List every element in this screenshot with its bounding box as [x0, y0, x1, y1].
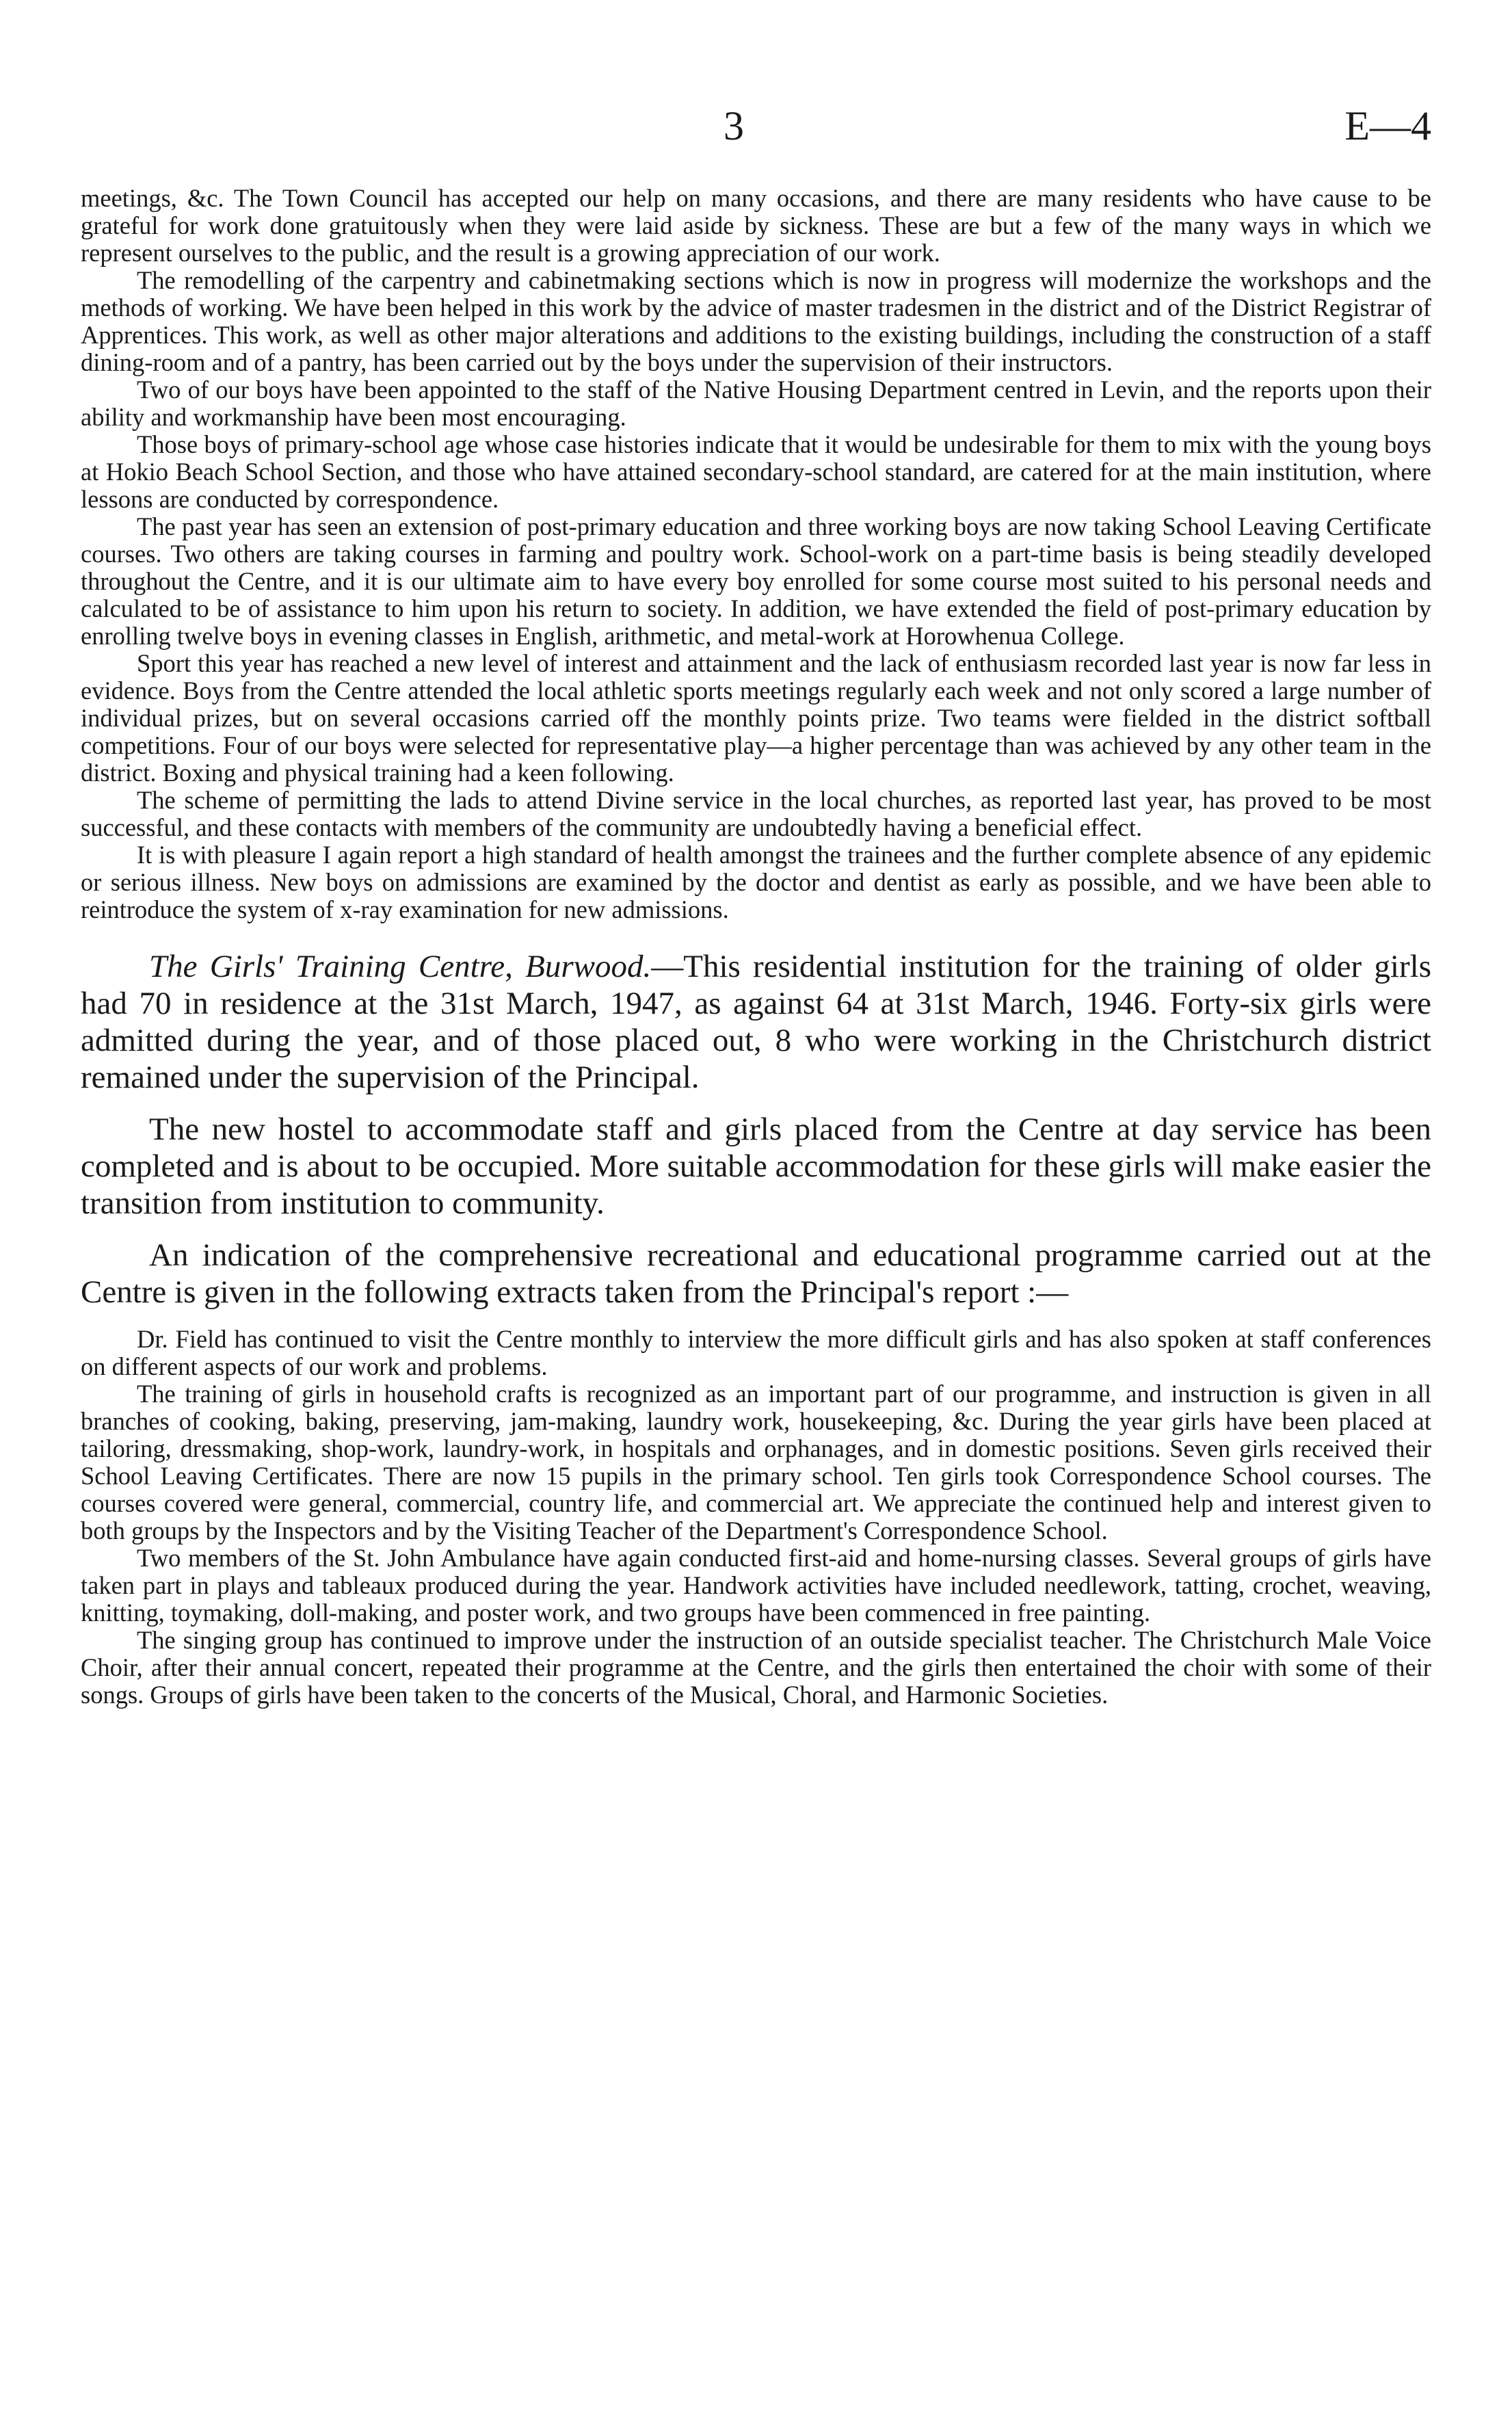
- section-intro-paragraph: [81, 948, 1431, 1096]
- section-intro-text: —This residential institution for the training of older girls had 70 in residence at the 31st March, 1947, as against 64 at 31st March, 1946. Forty-six girls were admitted during the year, and of those placed out, 8 who were working in the Christchurch district remained under the supervision of the Principal.: [81, 949, 1431, 1095]
- page-header: [81, 103, 1431, 185]
- paragraph: meetings, &c. The Town Council has accepted our help on many occasions, and there are many residents who have cause to be grateful for work done gratuitously when they were laid aside by sickness. These are but a few of the many ways in which we represent ourselves to the public, and the result is a growing appreciation of our work.: [81, 184, 1431, 267]
- paragraph: The singing group has continued to improve under the instruction of an outside specialist teacher. The Christchurch Male Voice Choir, after their annual concert, repeated their programme at the Centre, and the girls then entertained the choir with some of their songs. Groups of girls have been taken to the concerts of the Musical, Choral, and Harmonic Societies.: [81, 1626, 1431, 1709]
- report-code: E—4: [1344, 103, 1431, 148]
- paragraph: Those boys of primary-school age whose case histories indicate that it would be undesirable for them to mix with the young boys at Hokio Beach School Section, and those who have attained secondary-school standard, are catered for at the main institution, where lessons are conducted by correspondence.: [81, 430, 1431, 513]
- paragraph: It is with pleasure I again report a high standard of health amongst the trainees and the further complete absence of any epidemic or serious illness. New boys on admissions are examined by the doctor and dentist as early as possible, and we have been able to reintroduce the system of x-ray examination for new admissions.: [81, 841, 1431, 923]
- girls-training-centre-section: [81, 948, 1431, 1311]
- paragraph: The training of girls in household crafts is recognized as an important part of our programme, and instruction is given in all branches of cooking, baking, preserving, jam-making, laundry work, housekeeping, &c. During the year girls have been placed at tailoring, dressmaking, shop-work, laundry-work, in hospitals and orphanages, and in domestic positions. Seven girls received their School Leaving Certificates. There are now 15 pupils in the primary school. Ten girls took Correspondence School courses. The courses covered were general, commercial, country life, and commercial art. We appreciate the continued help and interest given to both groups by the Inspectors and by the Visiting Teacher of the Department's Correspondence School.: [81, 1380, 1431, 1545]
- paragraph: The past year has seen an extension of post-primary education and three working boys are now taking School Leaving Certificate courses. Two others are taking courses in farming and poultry work. School-work on a part-time basis is being steadily developed throughout the Centre, and it is our ultimate aim to have every boy enrolled for some course most suited to his personal needs and calculated to be of assistance to him upon his return to society. In addition, we have extended the field of post-primary education by enrolling twelve boys in evening classes in English, arithmetic, and metal-work at Horowhenua College.: [81, 512, 1431, 650]
- paragraph: An indication of the comprehensive recreational and educational programme carried out at the Centre is given in the following extracts taken from the Principal's report :—: [81, 1237, 1431, 1310]
- page-number: 3: [724, 103, 744, 148]
- paragraph: Two of our boys have been appointed to the staff of the Native Housing Department centred in Levin, and the reports upon their ability and workmanship have been most encouraging.: [81, 376, 1431, 431]
- paragraph: Dr. Field has continued to visit the Centre monthly to interview the more difficult girls and has also spoken at staff conferences on different aspects of our work and problems.: [81, 1325, 1431, 1380]
- paragraph: Sport this year has reached a new level of interest and attainment and the lack of enthusiasm recorded last year is now far less in evidence. Boys from the Centre attended the local athletic sports meetings regularly each week and not only scored a large number of individual prizes, but on several occasions carried off the monthly points prize. Two teams were fielded in the district softball competitions. Four of our boys were selected for representative play—a higher percentage than was achieved by any other team in the district. Boxing and physical training had a keen following.: [81, 649, 1431, 787]
- paragraph: The scheme of permitting the lads to attend Divine service in the local churches, as reported last year, has proved to be most successful, and these contacts with members of the community are undoubtedly having a beneficial effect.: [81, 786, 1431, 841]
- paragraph: The remodelling of the carpentry and cabinetmaking sections which is now in progress will modernize the workshops and the methods of working. We have been helped in this work by the advice of master tradesmen in the district and of the District Registrar of Apprentices. This work, as well as other major alterations and additions to the existing buildings, including the construction of a staff dining-room and of a pantry, has been carried out by the boys under the supervision of their instructors.: [81, 266, 1431, 376]
- document-page: [81, 103, 1431, 1709]
- paragraph: Two members of the St. John Ambulance have again conducted first-aid and home-nursing classes. Several groups of girls have taken part in plays and tableaux produced during the year. Handwork activities have included needlework, tatting, crochet, weaving, knitting, toymaking, doll-making, and poster work, and two groups have been commenced in free painting.: [81, 1544, 1431, 1627]
- principals-report-extracts: [81, 1326, 1431, 1709]
- paragraph: The new hostel to accommodate staff and girls placed from the Centre at day service has been completed and is about to be occupied. More suitable accommodation for these girls will make easier the transition from institution to community.: [81, 1112, 1431, 1221]
- section-heading: The Girls' Training Centre, Burwood.: [149, 949, 652, 984]
- boys-centre-report-continued: [81, 185, 1431, 923]
